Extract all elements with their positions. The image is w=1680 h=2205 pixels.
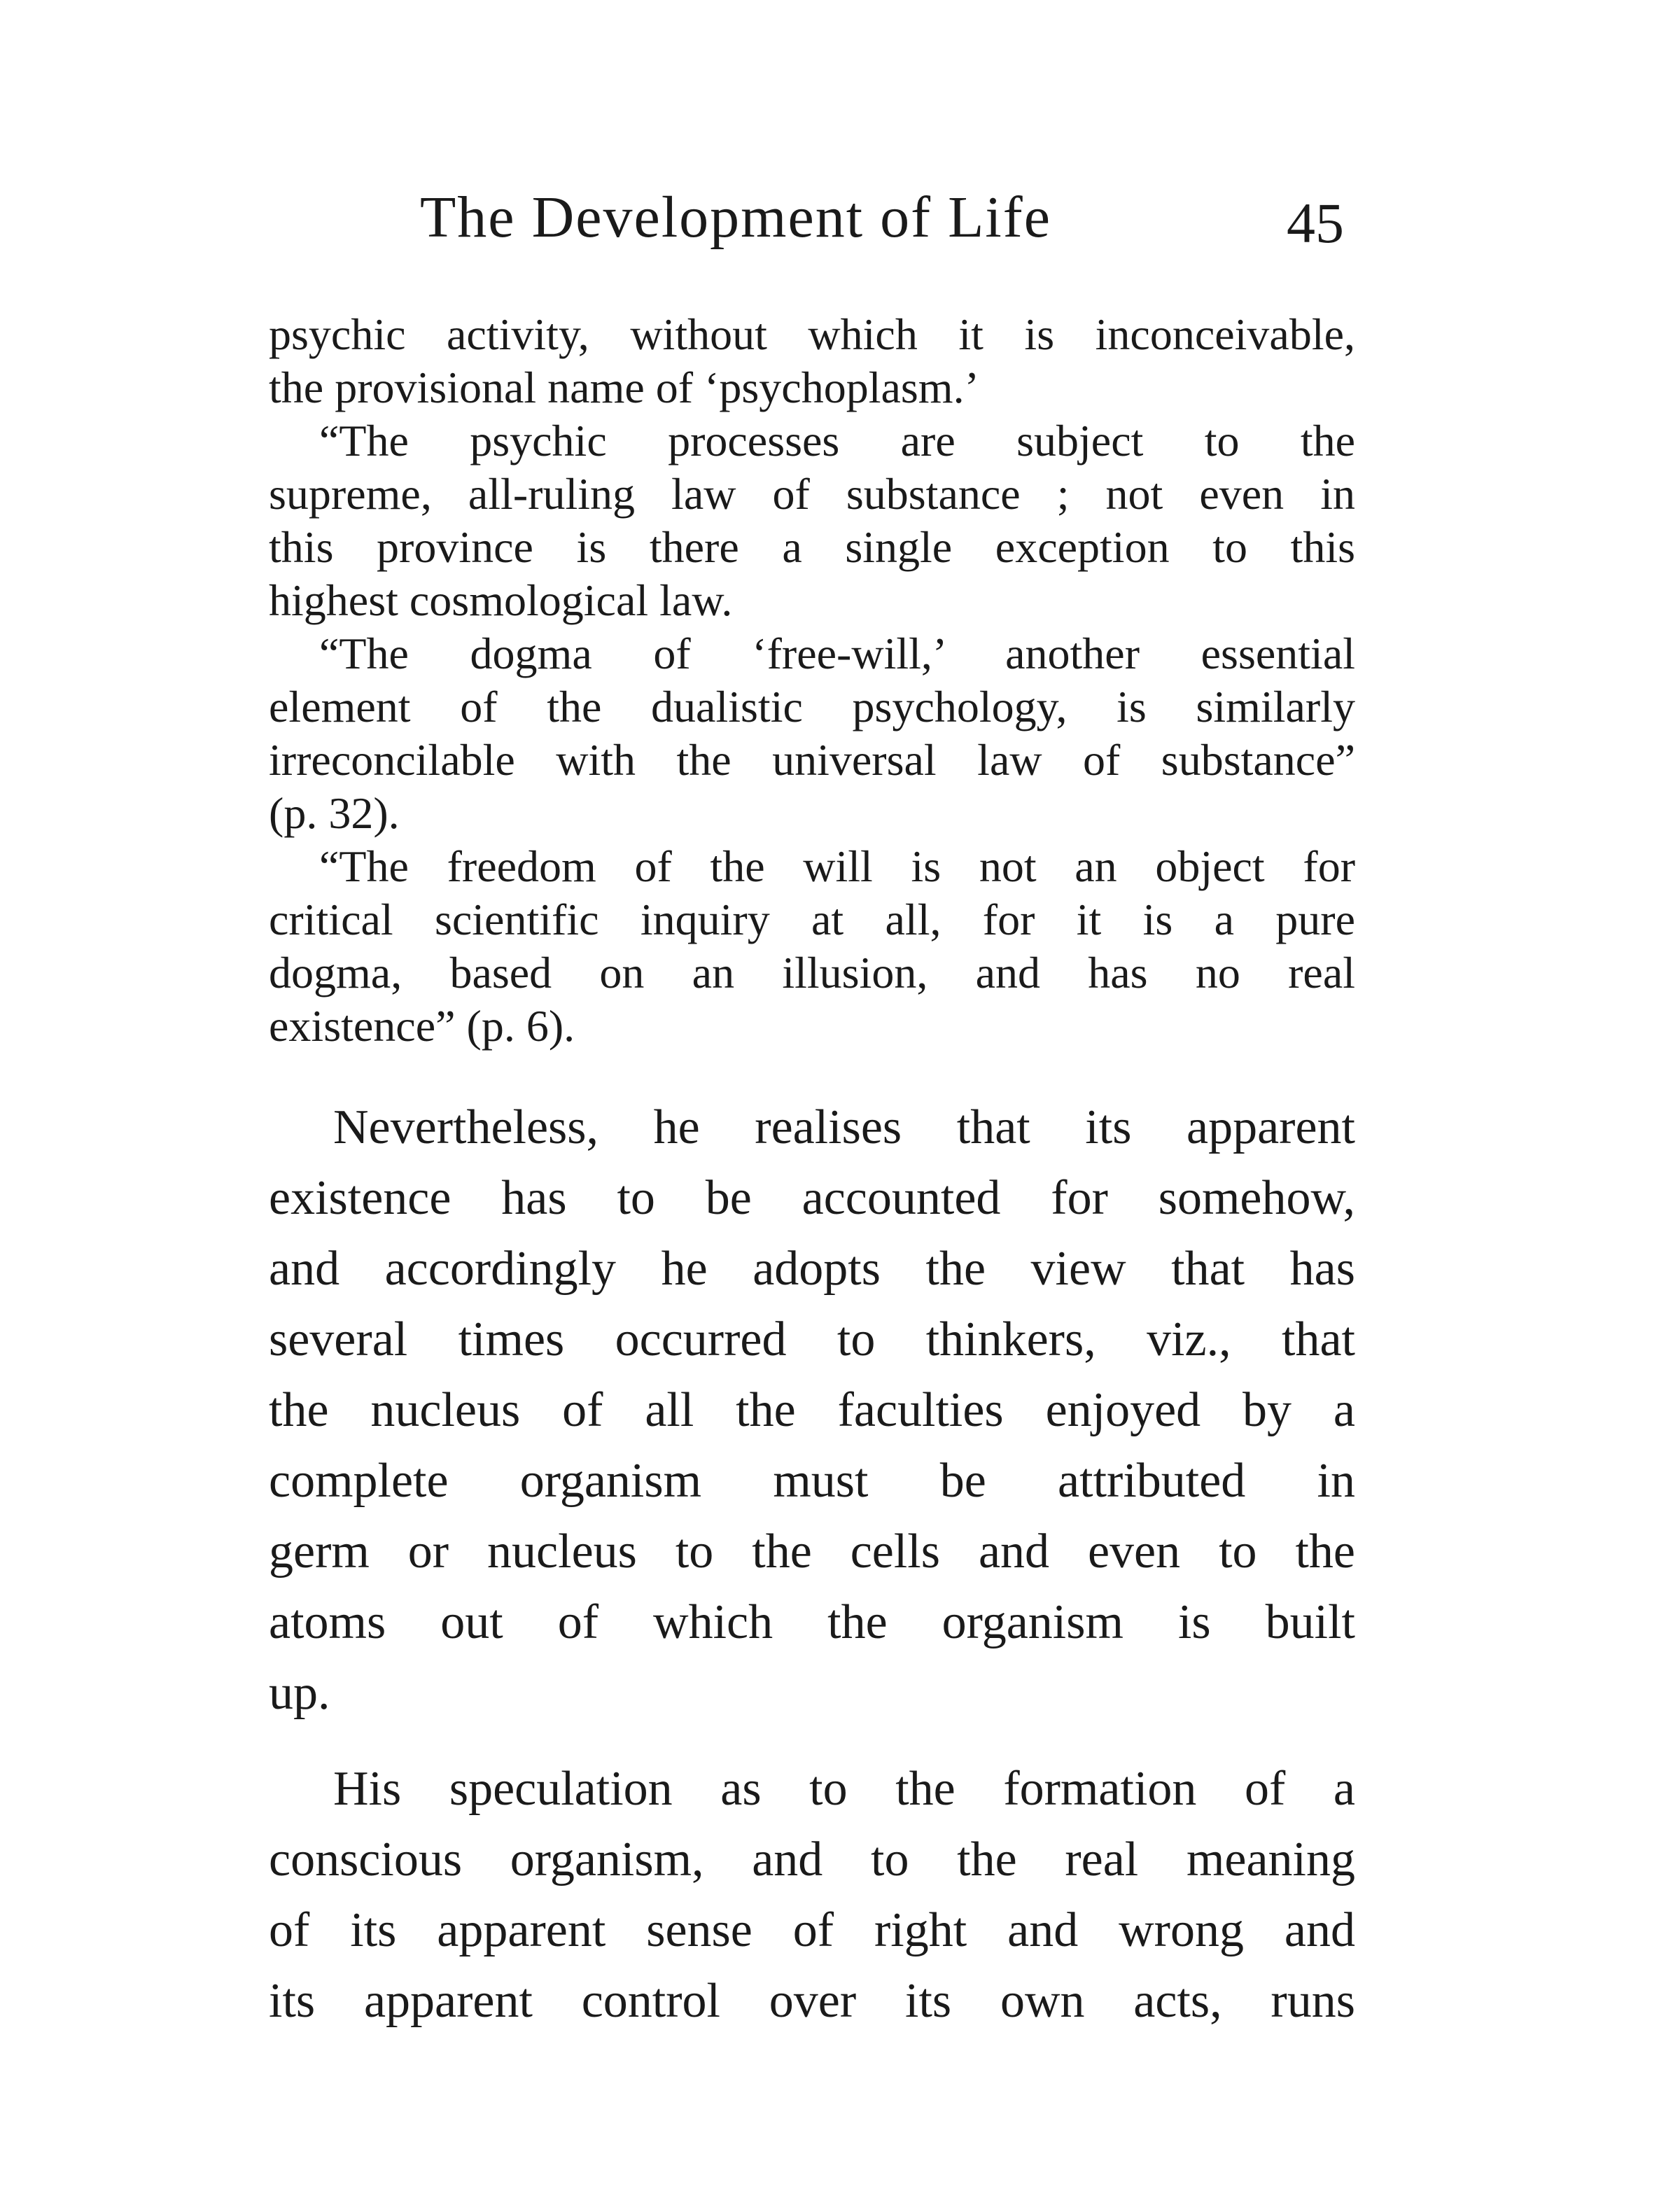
body-line: atoms out of which the organism is built: [269, 1595, 1355, 1649]
quote-line: dogma, based on an illusion, and has no real: [269, 948, 1355, 997]
body-line: His speculation as to the formation of a: [333, 1762, 1355, 1816]
quote-line: existence” (p. 6).: [269, 1001, 575, 1051]
quote-line: irreconcilable with the universal law of substance”: [269, 735, 1355, 785]
body-line: germ or nucleus to the cells and even to the: [269, 1525, 1355, 1578]
page-number: 45: [1287, 191, 1344, 255]
paragraph: [269, 1092, 1355, 1728]
quote-line: “The freedom of the will is not an object for: [319, 841, 1355, 891]
body-text: [269, 1092, 1355, 2036]
quote-line: psychic activity, without which it is inconceivable,: [269, 309, 1355, 359]
body-line: complete organism must be attributed in: [269, 1454, 1355, 1508]
running-title: The Development of Life: [420, 185, 1051, 250]
quote-line: the provisional name of ‘psychoplasm.’: [269, 363, 979, 412]
body-line: its apparent control over its own acts, runs: [269, 1974, 1355, 2028]
body-line: Nevertheless, he realises that its apparent: [333, 1100, 1355, 1154]
quoted-passage: [269, 308, 1355, 1053]
quote-line: “The dogma of ‘free-will,’ another essential: [319, 629, 1355, 678]
paragraph-gap: [269, 1728, 1355, 1754]
quote-line: highest cosmological law.: [269, 575, 733, 625]
quote-line: (p. 32).: [269, 788, 400, 838]
body-line: and accordingly he adopts the view that has: [269, 1242, 1355, 1296]
running-head: [420, 183, 1344, 260]
body-line: several times occurred to thinkers, viz., that: [269, 1312, 1355, 1366]
quote-line: “The psychic processes are subject to the: [319, 416, 1355, 465]
body-line: up.: [269, 1666, 330, 1720]
quote-line: critical scientific inquiry at all, for it is a pure: [269, 895, 1355, 944]
body-line: existence has to be accounted for somehow,: [269, 1171, 1355, 1225]
body-line: of its apparent sense of right and wrong and: [269, 1903, 1355, 1957]
body-line: the nucleus of all the faculties enjoyed by a: [269, 1383, 1355, 1437]
quote-line: element of the dualistic psychology, is similarly: [269, 682, 1355, 732]
quote-line: supreme, all-ruling law of substance ; not even in: [269, 469, 1355, 519]
quote-line: this province is there a single exception to this: [269, 522, 1355, 572]
body-line: conscious organism, and to the real meaning: [269, 1833, 1355, 1886]
paragraph: [269, 1754, 1355, 2036]
